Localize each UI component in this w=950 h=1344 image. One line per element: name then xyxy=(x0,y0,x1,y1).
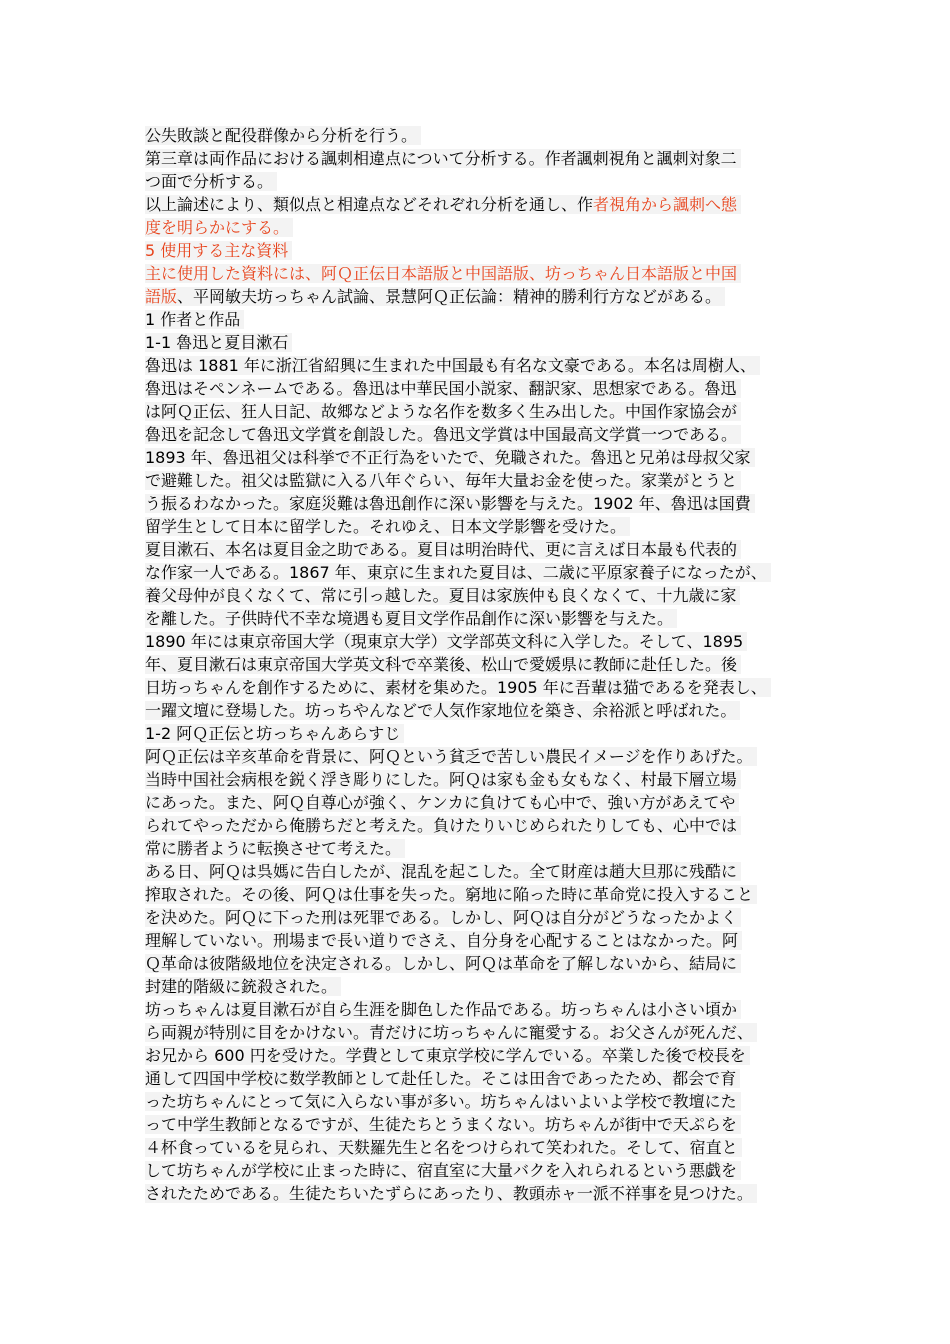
text-line xyxy=(145,515,835,538)
text-segment: ある日、阿Ｑは呉媽に告白したが、混乱を起こした。全て財産は趙大旦那に残酷に xyxy=(145,862,738,881)
text-segment: 第三章は両作品における諷刺相違点について分析する。作者諷刺視角と諷刺対象二 xyxy=(145,149,737,168)
text-line xyxy=(145,630,835,653)
text-segment: な作家一人である。1867 年、東京に生まれた夏目は、二歳に平原家養子になったが、 xyxy=(145,563,767,582)
text-segment: 封建的階級に銃殺された。 xyxy=(145,977,338,996)
text-segment: して坊ちゃんが学校に止まった時に、宿直室に大量バクを入れられるという悪戯を xyxy=(145,1161,738,1180)
text-segment: ４杯食っているを見られ、天麩羅先生と名をつけられて笑われた。そして、宿直と xyxy=(145,1138,738,1157)
text-line xyxy=(145,653,835,676)
text-segment: 通して四国中学校に数学教師として赴任した。そこは田舎であったため、都会で育 xyxy=(145,1069,737,1088)
text-segment: にあった。また、阿Ｑ自尊心が強く、ケンカに負けても心中で、強い方があえてや xyxy=(145,793,736,812)
text-segment: 公失敗談と配役群像から分析を行う。 xyxy=(145,126,418,145)
text-line-content xyxy=(145,701,740,720)
text-line-content xyxy=(145,402,741,421)
text-line-content xyxy=(145,908,741,927)
text-line-content xyxy=(145,839,405,858)
text-line xyxy=(145,262,835,285)
text-line-content xyxy=(145,724,404,743)
text-line-content xyxy=(145,931,742,950)
text-line-content xyxy=(145,816,741,835)
text-segment: 養父母仲が良くなくて、常に引っ越した。夏目は家族仲も良くなくて、十九歳に家 xyxy=(145,586,737,605)
text-segment: 常に勝者ように転換させて考えた。 xyxy=(145,839,402,858)
text-segment: 当時中国社会病根を鋭く浮き彫りにした。阿Ｑは家も金も女もなく、村最下層立場 xyxy=(145,770,737,789)
text-line-content xyxy=(145,333,292,352)
text-line-content xyxy=(145,563,771,582)
text-line-content xyxy=(145,218,293,237)
text-segment: った坊ちゃんにとって気に入らない事が多い。坊ちゃんはいよいよ学校で教壇にた xyxy=(145,1092,737,1111)
highlighted-text-segment: 度を明らかにする。 xyxy=(145,218,290,237)
text-line-content xyxy=(145,1115,741,1134)
text-line xyxy=(145,354,835,377)
text-line-content xyxy=(145,241,292,260)
text-segment: されたためである。生徒たちいたずらにあったり、教頭赤ャ一派不祥事を見つけた。 xyxy=(145,1184,753,1203)
text-line-content xyxy=(145,448,755,467)
text-line xyxy=(145,1182,835,1205)
text-segment: う振るわなかった。家庭災難は魯迅創作に深い影響を与えた。1902 年、魯迅は国費 xyxy=(145,494,751,513)
text-line xyxy=(145,239,835,262)
text-line xyxy=(145,722,835,745)
text-segment: 坊っちゃんは夏目漱石が自ら生涯を脚色した作品である。坊っちゃんは小さい頃か xyxy=(145,1000,738,1019)
text-line-content xyxy=(145,678,771,697)
text-line-content xyxy=(145,655,741,674)
text-segment: 留学生として日本に留学した。それゆえ、日本文学影響を受けた。 xyxy=(145,517,626,536)
text-segment: お兄から 600 円を受けた。学費として東京学校に学んでいる。卒業した後で校長を xyxy=(145,1046,746,1065)
text-line xyxy=(145,837,835,860)
text-line-content xyxy=(145,287,725,306)
text-line xyxy=(145,1159,835,1182)
text-line-content xyxy=(145,264,741,283)
text-segment: 一躍文壇に登場した。坊っちやんなどで人気作家地位を築き、余裕派と呼ばれた。 xyxy=(145,701,737,720)
text-line xyxy=(145,814,835,837)
text-segment: られてやっただから俺勝ちだと考えた。負けたりいじめられたりしても、心中では xyxy=(145,816,738,835)
text-segment: 1890 年には東京帝国大学（現東京大学）文学部英文科に入学した。そして、1895 xyxy=(145,632,744,651)
text-line-content xyxy=(145,770,741,789)
text-line-content xyxy=(145,885,757,904)
text-line xyxy=(145,906,835,929)
text-line xyxy=(145,285,835,308)
text-line xyxy=(145,124,835,147)
text-segment: は阿Ｑ正伝、狂人日記、故郷などような名作を数多く生み出した。中国作家協会が xyxy=(145,402,738,421)
text-line xyxy=(145,170,835,193)
text-segment: 理解していない。刑場まで長い道りでさえ、自分身を心配することはなかった。阿 xyxy=(145,931,738,950)
text-line-content xyxy=(145,1023,757,1042)
text-segment: を決めた。阿Ｑに下った刑は死罪である。しかし、阿Ｑは自分がどうなったかよく xyxy=(145,908,738,927)
text-line-content xyxy=(145,379,741,398)
text-line-content xyxy=(145,310,244,329)
text-line xyxy=(145,308,835,331)
text-line-content xyxy=(145,1046,750,1065)
text-line xyxy=(145,538,835,561)
text-line-content xyxy=(145,1138,742,1157)
highlighted-text-segment: 者視角から諷刺へ態 xyxy=(593,195,738,214)
text-segment: 魯迅は 1881 年に浙江省紹興に生まれた中国最も有名な文豪である。本名は周樹人、 xyxy=(145,356,756,375)
text-segment: 魯迅を記念して魯迅文学賞を創設した。魯迅文学賞は中国最高文学賞一つである。 xyxy=(145,425,738,444)
text-line xyxy=(145,331,835,354)
text-line xyxy=(145,1136,835,1159)
text-line xyxy=(145,860,835,883)
text-line xyxy=(145,1113,835,1136)
text-segment: 阿Ｑ正伝は辛亥革命を背景に、阿Ｑという貧乏で苦しい農民イメージを作りあげた。 xyxy=(145,747,753,766)
text-line-content xyxy=(145,494,755,513)
text-line-content xyxy=(145,1184,757,1203)
text-line-content xyxy=(145,747,757,766)
text-line xyxy=(145,584,835,607)
text-line-content xyxy=(145,632,747,651)
text-line xyxy=(145,561,835,584)
highlighted-text-segment: 語版 xyxy=(145,287,178,306)
text-line-content xyxy=(145,977,341,996)
text-line-content xyxy=(145,356,760,375)
text-line xyxy=(145,975,835,998)
text-line-content xyxy=(145,540,741,559)
text-segment: 以上論述により、類似点と相違点などそれぞれ分析を通し、作 xyxy=(145,195,594,214)
text-line-content xyxy=(145,954,741,973)
text-line xyxy=(145,1067,835,1090)
text-line xyxy=(145,676,835,699)
text-segment: で避難した。祖父は監獄に入る八年ぐらい、毎年大量お金を使った。家業がとうと xyxy=(145,471,738,490)
text-line-content xyxy=(145,172,277,191)
text-line-content xyxy=(145,425,741,444)
text-segment: ら両親が特別に目をかけない。青だけに坊っちゃんに寵愛する。お父さんが死んだ、 xyxy=(145,1023,754,1042)
text-line xyxy=(145,377,835,400)
text-segment: Ｑ革命は彼階級地位を決定される。しかし、阿Ｑは革命を了解しないから、結局に xyxy=(145,954,738,973)
text-line xyxy=(145,1044,835,1067)
text-line-content xyxy=(145,793,739,812)
text-line xyxy=(145,1090,835,1113)
text-line xyxy=(145,446,835,469)
text-line xyxy=(145,193,835,216)
text-line xyxy=(145,883,835,906)
text-segment: つ面で分析する。 xyxy=(145,172,274,191)
text-segment: 搾取された。その後、阿Ｑは仕事を失った。窮地に陥った時に革命党に投入すること xyxy=(145,885,754,904)
text-line xyxy=(145,216,835,239)
text-line-content xyxy=(145,517,630,536)
text-segment: を離した。子供時代不幸な境遇も夏目文学作品創作に深い影響を与えた。 xyxy=(145,609,674,628)
text-segment: 1893 年、魯迅祖父は科挙で不正行為をいたで、免職された。魯迅と兄弟は母叔父家 xyxy=(145,448,751,467)
text-segment: 1 作者と作品 xyxy=(145,310,241,329)
text-segment: 魯迅はそペンネームである。魯迅は中華民国小説家、翻訳家、思想家である。魯迅 xyxy=(145,379,737,398)
text-line xyxy=(145,952,835,975)
highlighted-text-segment: 主に使用した資料には、阿Ｑ正伝日本語版と中国語版、坊っちゃん日本語版と中国 xyxy=(145,264,738,283)
text-segment: 1-1 魯迅と夏目漱石 xyxy=(145,333,289,352)
text-line-content xyxy=(145,471,741,490)
text-line-content xyxy=(145,195,741,214)
text-line xyxy=(145,929,835,952)
text-line xyxy=(145,492,835,515)
text-line-content xyxy=(145,1069,740,1088)
text-segment: 年、夏目漱石は東京帝国大学英文科で卒業後、松山で愛媛県に教師に赴任した。後 xyxy=(145,655,738,674)
text-line xyxy=(145,768,835,791)
text-line xyxy=(145,998,835,1021)
text-line xyxy=(145,469,835,492)
text-line xyxy=(145,400,835,423)
text-line xyxy=(145,699,835,722)
highlighted-text-segment: 5 使用する主な資料 xyxy=(145,241,289,260)
document-body xyxy=(145,124,835,1205)
text-line-content xyxy=(145,586,740,605)
text-line xyxy=(145,791,835,814)
text-line xyxy=(145,147,835,170)
text-segment: 日坊っちゃんを創作するために、素材を集めた。1905 年に吾輩は猫であるを発表し、 xyxy=(145,678,767,697)
text-line-content xyxy=(145,1092,741,1111)
text-segment: って中学生教師となるですが、生徒たちとうまくない。坊ちゃんが街中で天ぷらを xyxy=(145,1115,737,1134)
text-line xyxy=(145,423,835,446)
text-line xyxy=(145,607,835,630)
text-line-content xyxy=(145,1000,741,1019)
text-segment: 1-2 阿Ｑ正伝と坊っちゃんあらすじ xyxy=(145,724,401,743)
text-line xyxy=(145,745,835,768)
text-segment: 夏目漱石、本名は夏目金之助である。夏目は明治時代、更に言えば日本最も代表的 xyxy=(145,540,738,559)
text-line-content xyxy=(145,1161,741,1180)
text-line-content xyxy=(145,126,421,145)
text-line-content xyxy=(145,862,741,881)
text-line-content xyxy=(145,609,677,628)
text-line-content xyxy=(145,149,741,168)
text-segment: 、平岡敏夫坊っちゃん試論、景慧阿Ｑ正伝論：精神的勝利行方などがある。 xyxy=(177,287,722,306)
text-line xyxy=(145,1021,835,1044)
